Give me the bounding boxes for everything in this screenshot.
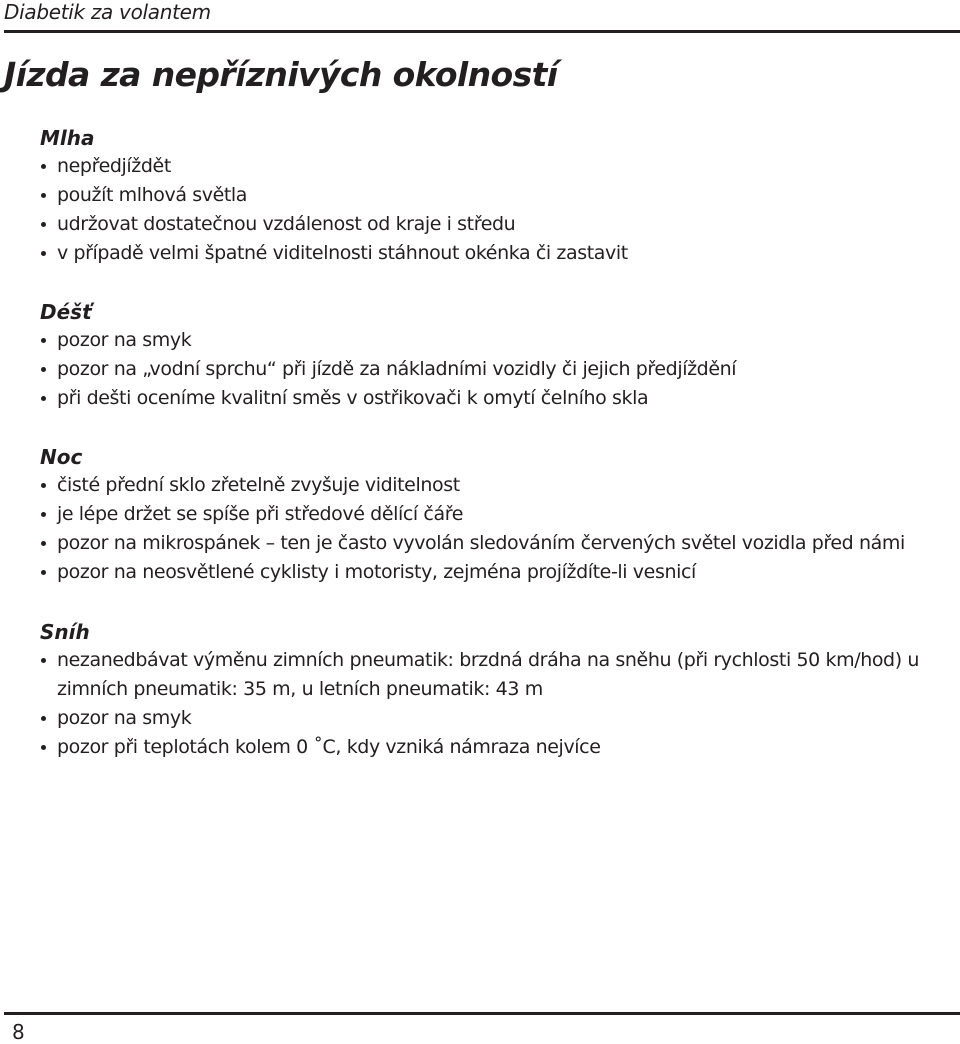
section-noc xyxy=(40,443,956,587)
section-snih xyxy=(40,618,956,762)
list-item-text: čisté přední sklo zřetelně zvyšuje viditelnost xyxy=(57,474,460,496)
bullet-icon xyxy=(41,541,46,546)
header-divider xyxy=(4,30,960,33)
list-item xyxy=(40,239,956,268)
list-item-text: při dešti oceníme kvalitní směs v ostřikovači k omytí čelního skla xyxy=(57,387,649,409)
list-item-text: je lépe držet se spíše při středové dělící čáře xyxy=(57,503,464,525)
section-heading: Noc xyxy=(40,445,83,469)
bullet-list xyxy=(40,471,956,587)
bullet-icon xyxy=(41,745,46,750)
bullet-icon xyxy=(41,338,46,343)
bullet-icon xyxy=(41,512,46,517)
list-item xyxy=(40,326,956,355)
bullet-icon xyxy=(41,367,46,372)
list-item xyxy=(40,152,956,181)
list-item-text: pozor na neosvětlené cyklisty i motoristy, zejména projíždíte-li vesnicí xyxy=(57,561,696,583)
list-item-text: udržovat dostatečnou vzdálenost od kraje i středu xyxy=(57,213,516,235)
list-item xyxy=(40,181,956,210)
list-item-text: pozor na smyk xyxy=(57,707,192,729)
list-item-text: nezanedbávat výměnu zimních pneumatik: brzdná dráha na sněhu (při rychlosti 50 km/hod) u zimních pneumatik: 35 m, u letních pneumatik: 43 m xyxy=(57,649,920,700)
page-number: 8 xyxy=(12,1020,25,1044)
list-item xyxy=(40,384,956,413)
bullet-icon xyxy=(41,164,46,169)
bullet-icon xyxy=(41,251,46,256)
bullet-list xyxy=(40,152,956,268)
bullet-list xyxy=(40,646,956,762)
footer-divider xyxy=(4,1012,960,1015)
bullet-icon xyxy=(41,658,46,663)
list-item-text: pozor na mikrospánek – ten je často vyvolán sledováním červených světel vozidla před námi xyxy=(57,532,905,554)
running-header: Diabetik za volantem xyxy=(4,0,211,24)
list-item-text: použít mlhová světla xyxy=(57,184,248,206)
bullet-icon xyxy=(41,222,46,227)
bullet-list xyxy=(40,326,956,413)
list-item-text: pozor při teplotách kolem 0 ˚C, kdy vzniká námraza nejvíce xyxy=(57,736,601,758)
list-item xyxy=(40,704,956,733)
list-item xyxy=(40,210,956,239)
list-item xyxy=(40,646,956,704)
list-item xyxy=(40,471,956,500)
bullet-icon xyxy=(41,570,46,575)
section-heading: Déšť xyxy=(40,300,92,324)
list-item xyxy=(40,500,956,529)
list-item xyxy=(40,558,956,587)
bullet-icon xyxy=(41,483,46,488)
list-item xyxy=(40,355,956,384)
list-item-text: nepředjíždět xyxy=(57,155,171,177)
section-dest xyxy=(40,298,956,413)
bullet-icon xyxy=(41,716,46,721)
list-item xyxy=(40,529,956,558)
list-item-text: v případě velmi špatné viditelnosti stáhnout okénka či zastavit xyxy=(57,242,628,264)
bullet-icon xyxy=(41,396,46,401)
page-title: Jízda za nepříznivých okolností xyxy=(4,55,558,94)
section-heading: Sníh xyxy=(40,620,90,644)
list-item-text: pozor na smyk xyxy=(57,329,192,351)
list-item xyxy=(40,733,956,762)
bullet-icon xyxy=(41,193,46,198)
section-heading: Mlha xyxy=(40,126,95,150)
section-mlha xyxy=(40,124,956,268)
list-item-text: pozor na „vodní sprchu“ při jízdě za nákladními vozidly či jejich předjíždění xyxy=(57,358,737,380)
